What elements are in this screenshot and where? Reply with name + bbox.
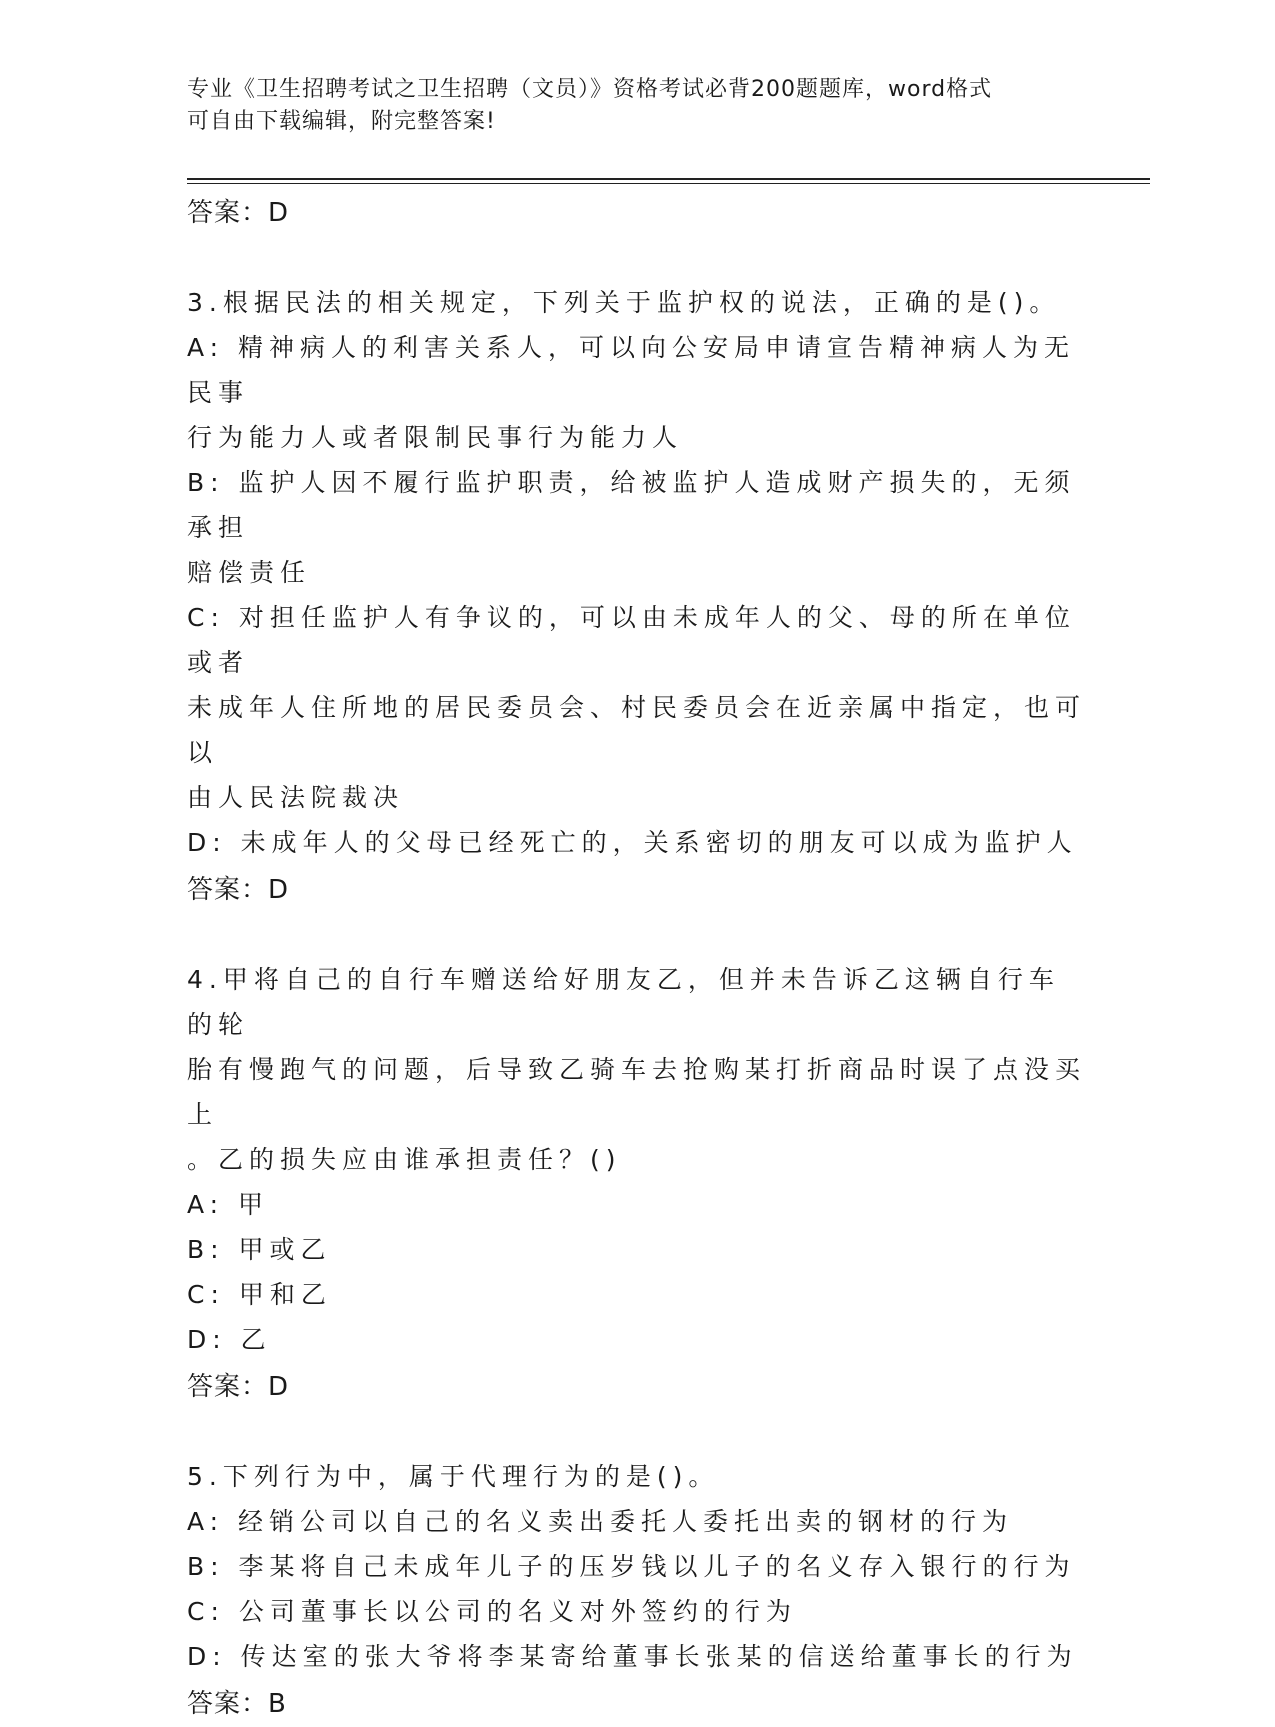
question-3-option-a-line-1: A: 精神病人的利害关系人，可以向公安局申请宣告精神病人为无民事 bbox=[187, 333, 1076, 407]
question-4 bbox=[187, 957, 1087, 1410]
spacer bbox=[187, 913, 1087, 957]
question-5-option-b: B: 李某将自己未成年儿子的压岁钱以儿子的名义存入银行的行为 bbox=[187, 1552, 1076, 1581]
question-3-option-c-line-3: 由人民法院裁决 bbox=[187, 783, 405, 812]
document-header bbox=[187, 74, 1067, 138]
question-3-option-d-line-1: D: 未成年人的父母已经死亡的，关系密切的朋友可以成为监护人 bbox=[187, 828, 1078, 857]
header-line-1: 专业《卫生招聘考试之卫生招聘（文员）》资格考试必背200题题库，word格式 bbox=[187, 77, 993, 102]
question-5-answer: 答案：B bbox=[187, 1689, 287, 1719]
question-4-answer: 答案：D bbox=[187, 1372, 290, 1402]
question-3-option-b-line-2: 赔偿责任 bbox=[187, 558, 312, 587]
question-4-stem-line-1: 4.甲将自己的自行车赠送给好朋友乙，但并未告诉乙这辆自行车的轮 bbox=[187, 965, 1060, 1039]
question-4-option-a: A: 甲 bbox=[187, 1190, 270, 1219]
answer-previous: 答案：D bbox=[187, 198, 290, 228]
spacer bbox=[187, 1410, 1087, 1454]
header-rule-thin bbox=[187, 183, 1150, 184]
spacer bbox=[187, 236, 1087, 280]
header-rule-thick bbox=[187, 178, 1150, 180]
question-5 bbox=[187, 1454, 1087, 1727]
question-5-option-d: D: 传达室的张大爷将李某寄给董事长张某的信送给董事长的行为 bbox=[187, 1642, 1078, 1671]
question-5-stem-line-1: 5.下列行为中，属于代理行为的是()。 bbox=[187, 1462, 720, 1491]
question-3-option-c-line-2: 未成年人住所地的居民委员会、村民委员会在近亲属中指定，也可以 bbox=[187, 693, 1087, 767]
question-4-stem-line-2: 胎有慢跑气的问题，后导致乙骑车去抢购某打折商品时误了点没买上 bbox=[187, 1055, 1087, 1129]
document-body bbox=[187, 188, 1087, 1727]
header-line-2: 可自由下载编辑，附完整答案! bbox=[187, 109, 496, 134]
question-4-option-c: C: 甲和乙 bbox=[187, 1280, 332, 1309]
question-4-option-b: B: 甲或乙 bbox=[187, 1235, 332, 1264]
question-3-stem-line-1: 3.根据民法的相关规定，下列关于监护权的说法，正确的是()。 bbox=[187, 288, 1061, 317]
question-3-option-a-line-2: 行为能力人或者限制民事行为能力人 bbox=[187, 423, 684, 452]
question-3-answer: 答案：D bbox=[187, 875, 290, 905]
question-5-option-c: C: 公司董事长以公司的名义对外签约的行为 bbox=[187, 1597, 797, 1626]
question-5-option-a: A: 经销公司以自己的名义卖出委托人委托出卖的钢材的行为 bbox=[187, 1507, 1014, 1536]
question-3-option-b-line-1: B: 监护人因不履行监护职责，给被监护人造成财产损失的，无须承担 bbox=[187, 468, 1076, 542]
question-3 bbox=[187, 280, 1087, 913]
question-4-option-d: D: 乙 bbox=[187, 1325, 272, 1354]
question-4-stem-line-3: 。乙的损失应由谁承担责任？() bbox=[187, 1145, 622, 1174]
question-3-option-c-line-1: C: 对担任监护人有争议的，可以由未成年人的父、母的所在单位或者 bbox=[187, 603, 1076, 677]
